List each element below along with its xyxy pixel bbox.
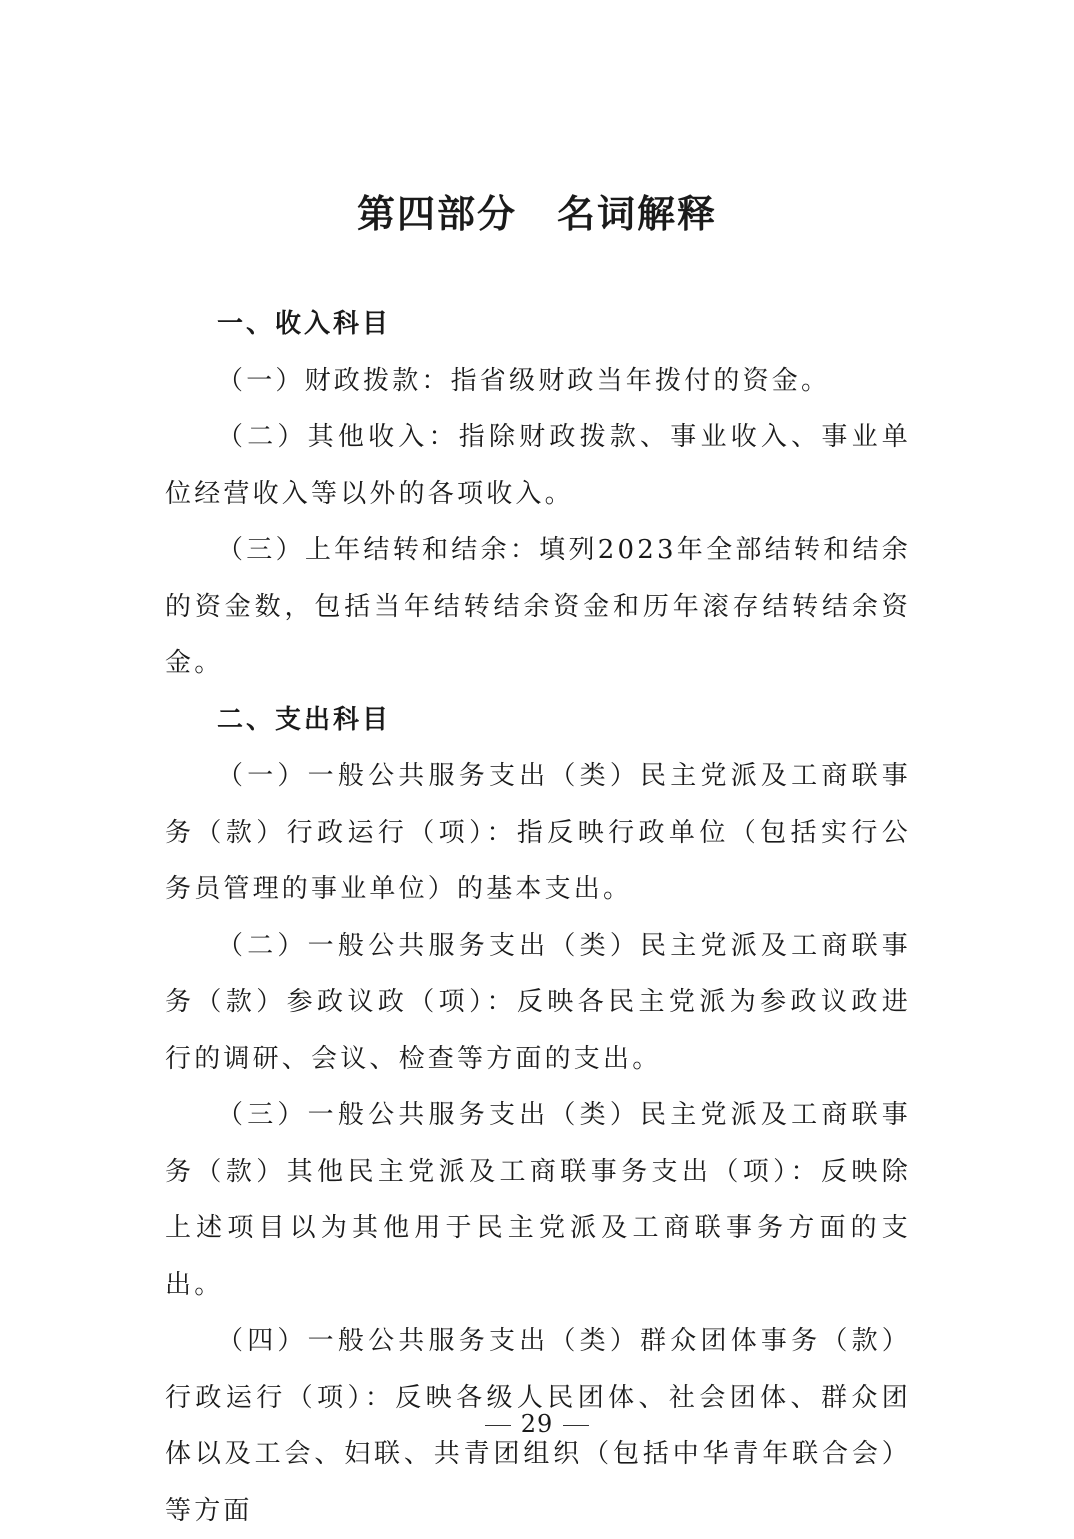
paragraph-income-1: （一）财政拨款：指省级财政当年拨付的资金。 (217, 365, 831, 396)
paragraph-income-3: （三）上年结转和结余：填列2023年全部结转和结余的资金数，包括当年结转结余资金和历年滚存结转结余资金。 (165, 535, 911, 678)
page-title: 第四部分 名词解释 (356, 192, 717, 236)
paragraph-expenditure-2: （二）一般公共服务支出（类）民主党派及工商联事务（款）参政议政（项）：反映各民主党派为参政议政进行的调研、会议、检查等方面的支出。 (165, 930, 911, 1074)
paragraph-expenditure-3: （三）一般公共服务支出（类）民主党派及工商联事务（款）其他民主党派及工商联事务支出（项）：反映除上述项目以为其他用于民主党派及工商联事务方面的支出。 (165, 1100, 911, 1300)
page-footer (0, 1410, 1074, 1438)
paragraph-income-2: （二）其他收入：指除财政拨款、事业收入、事业单位经营收入等以外的各项收入。 (165, 422, 911, 509)
footer-dash-left (485, 1425, 511, 1427)
section-heading-income: 一、收入科目 (217, 309, 392, 339)
page-number: 29 (520, 1410, 554, 1438)
section-heading-expenditure: 二、支出科目 (217, 704, 392, 735)
footer-dash-right (563, 1425, 589, 1427)
paragraph-expenditure-4: （四）一般公共服务支出（类）群众团体事务（款）行政运行（项）：反映各级人民团体、社会团体、群众团体以及工会、妇联、共青团组织（包括中华青年联合会）等方面 (165, 1326, 911, 1526)
document-body (165, 296, 911, 1539)
paragraph-expenditure-1: （一）一般公共服务支出（类）民主党派及工商联事务（款）行政运行（项）：指反映行政单位（包括实行公务员管理的事业单位）的基本支出。 (165, 761, 911, 904)
